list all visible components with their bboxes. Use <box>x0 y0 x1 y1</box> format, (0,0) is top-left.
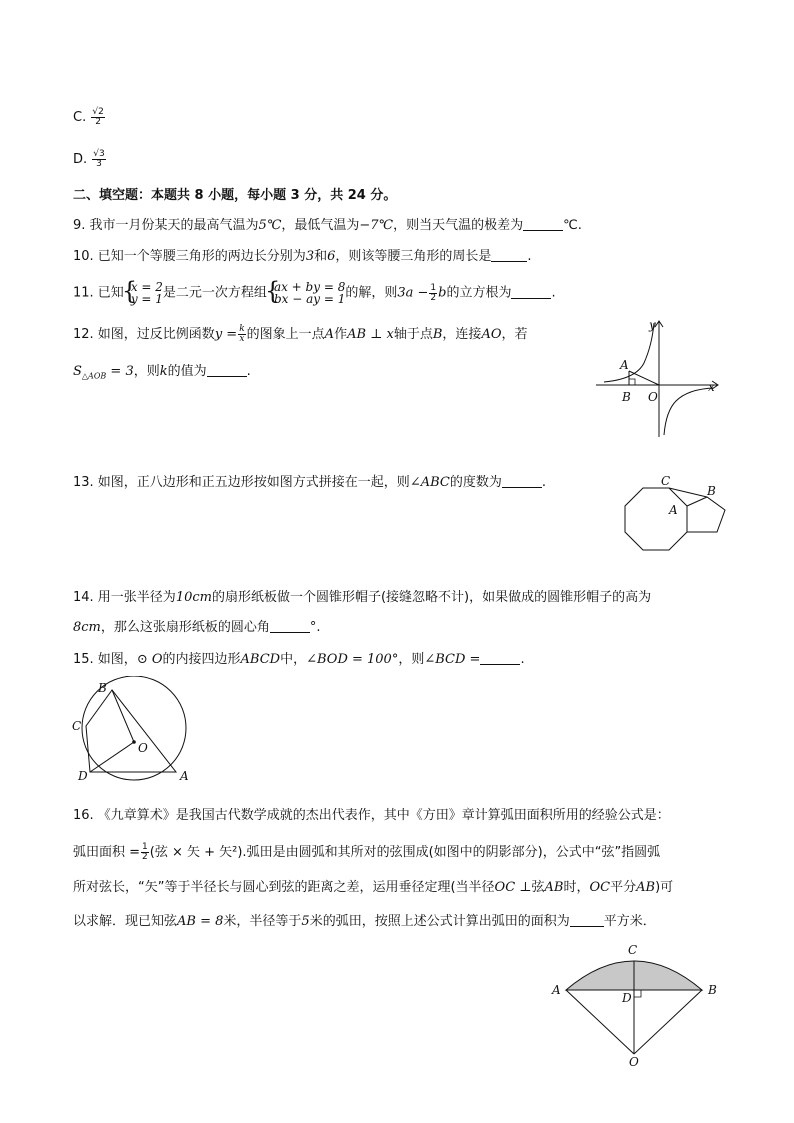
option-d: D. $\frac{√3}{3}$ <box>73 149 105 169</box>
segment-BO <box>112 690 134 742</box>
question-13: 13. 如图，正八边形和正五边形按如图方式拼接在一起，则∠ABC的度数为 . <box>73 475 546 490</box>
right-angle-mark <box>634 990 641 997</box>
label-D: D <box>622 991 632 1005</box>
center-point <box>132 740 136 744</box>
label-C: C <box>661 474 671 488</box>
label-A: A <box>620 358 629 372</box>
figure-13-polygons <box>615 470 755 555</box>
label-O: O <box>138 741 148 755</box>
answer-blank[interactable] <box>480 650 520 665</box>
question-11: 11. 已知{ x = 2 y = 1是二元一次方程组{ ax + by = 8 bx − ay = 1的解，则3a − $\frac{1}{2}$ b的立方根为 . <box>73 281 556 305</box>
label-C: C <box>628 943 638 957</box>
question-14-line1: 14. 用一张半径为10cm的扇形纸板做一个圆锥形帽子(接缝忽略不计)，如果做成的圆锥形帽子的高为 <box>73 590 652 605</box>
label-A: A <box>552 983 561 997</box>
segment-AO <box>629 371 659 385</box>
question-16-line2: 弧田面积 = $\frac{1}{2}$ (弦 × 矢 + 矢²).弧田是由圆弧和其所对的弦围成(如图中的阴影部分)，公式中“弦”指圆弧 <box>73 842 661 862</box>
label-B: B <box>708 983 717 997</box>
answer-blank[interactable] <box>270 618 310 633</box>
option-d-value: $\frac{√3}{3}$ <box>93 149 105 169</box>
question-15: 15. 如图，⊙ O的内接四边形ABCD中，∠BOD = 100°，则∠BCD = . <box>73 652 525 667</box>
label-D: D <box>78 769 88 783</box>
section-title: 二、填空题：本题共 8 小题，每小题 3 分，共 24 分。 <box>73 188 397 203</box>
regular-pentagon <box>687 497 725 532</box>
right-angle-mark <box>629 379 635 385</box>
answer-blank[interactable] <box>491 247 527 262</box>
answer-blank[interactable] <box>502 473 542 488</box>
segment-DO <box>90 742 134 772</box>
question-12-line2: $S_{\triangle AOB} = 3$，则k的值为 . <box>73 364 251 381</box>
system-left: { x = 2 y = 1 <box>124 281 163 305</box>
hyperbola-branch-4 <box>664 388 714 435</box>
figure-15-circle <box>66 676 196 786</box>
answer-blank[interactable] <box>511 284 551 299</box>
question-12-line1: 12. 如图，过反比例函数y = $\frac{k}{x}$ 的图象上一点A作AB ⊥ x轴于点B，连接AO，若 <box>73 324 528 344</box>
regular-octagon <box>625 488 687 550</box>
option-c: C. $\frac{√2}{2}$ <box>73 107 104 127</box>
label-C: C <box>72 719 82 733</box>
figure-12-hyperbola <box>596 315 726 440</box>
label-B: B <box>622 390 631 404</box>
question-16-line4: 以求解．现已知弦AB = 8米，半径等于5米的弧田，按照上述公式计算出弧田的面积为 平方米． <box>73 914 656 929</box>
answer-blank[interactable] <box>570 912 604 927</box>
question-10: 10. 已知一个等腰三角形的两边长分别为3和6，则该等腰三角形的周长是 . <box>73 249 532 264</box>
label-B: B <box>98 681 107 695</box>
answer-blank[interactable] <box>523 216 563 231</box>
figure-16-arc-field <box>544 938 724 1070</box>
answer-blank[interactable] <box>207 362 247 377</box>
label-B: B <box>707 484 716 498</box>
label-A: A <box>180 769 189 783</box>
label-O: O <box>648 390 658 404</box>
label-O: O <box>629 1055 639 1069</box>
quadrilateral-ABCD <box>86 690 176 772</box>
label-y: y <box>649 318 656 332</box>
question-9: 9. 我市一月份某天的最高气温为5℃，最低气温为−7℃，则当天气温的极差为 ℃. <box>73 218 582 233</box>
question-16-line1: 16. 《九章算术》是我国古代数学成就的杰出代表作，其中《方田》章计算弧田面积所用的经验公式是： <box>73 808 670 823</box>
label-A: A <box>669 503 678 517</box>
radius-OB <box>634 990 702 1054</box>
question-16-line3: 所对弦长，“矢”等于半径长与圆心到弦的距离之差，运用垂径定理(当半径OC ⊥弦AB时，OC平分AB)可 <box>73 880 674 895</box>
segment-CB <box>669 488 707 497</box>
question-14-line2: 8cm，那么这张扇形纸板的圆心角 °. <box>73 620 321 635</box>
system-right: { ax + by = 8 bx − ay = 1 <box>267 281 345 305</box>
option-c-value: $\frac{√2}{2}$ <box>92 107 104 127</box>
label-x: x <box>708 380 715 394</box>
